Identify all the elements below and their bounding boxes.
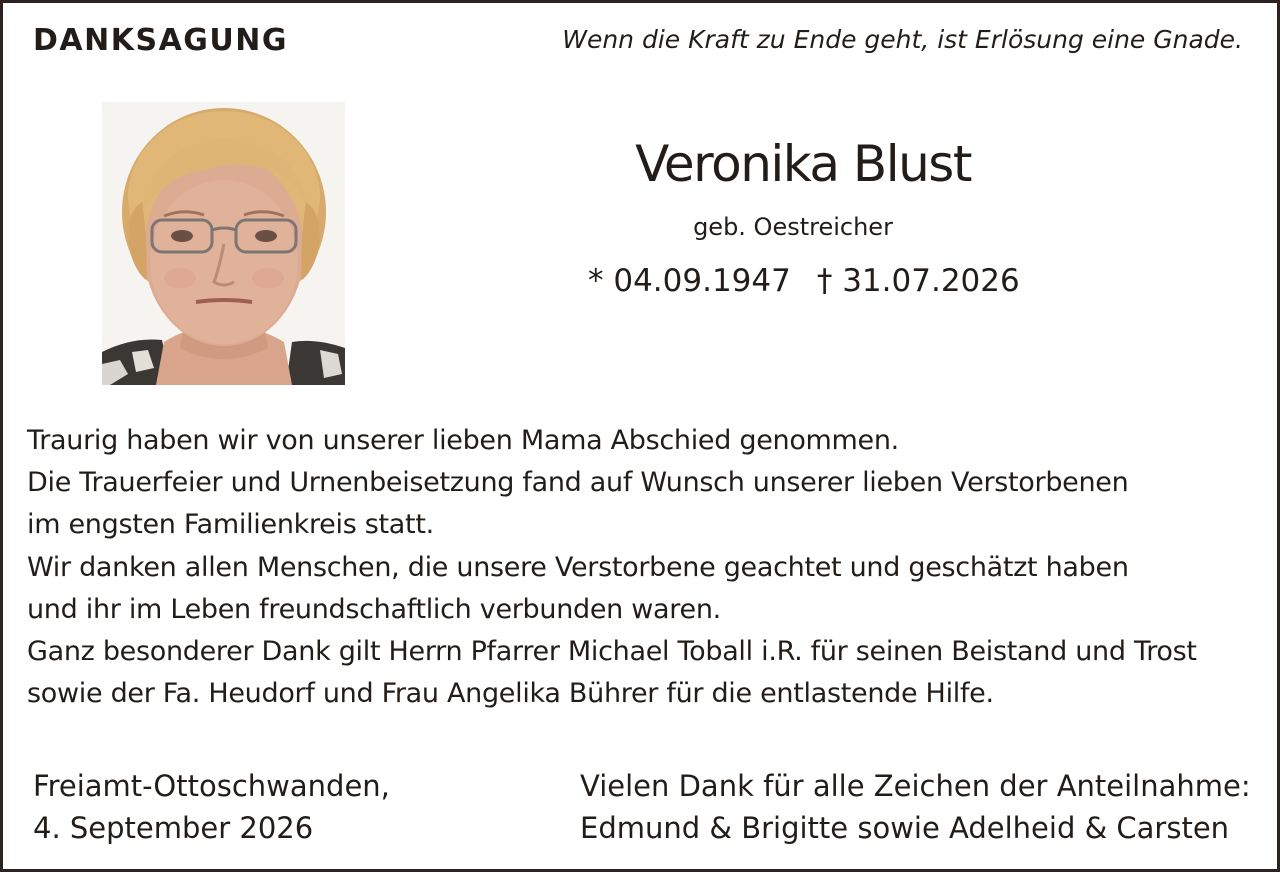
- life-dates: [588, 263, 1020, 299]
- message-line: sowie der Fa. Heudorf und Frau Angelika Bührer für die entlastende Hilfe.: [27, 678, 994, 710]
- message-line: Traurig haben wir von unserer lieben Mama Abschied genommen.: [27, 425, 899, 456]
- message-line: im engsten Familienkreis statt.: [27, 509, 434, 541]
- signature-block: [580, 765, 1251, 849]
- signatories: Edmund & Brigitte sowie Adelheid & Carsten: [580, 811, 1230, 845]
- portrait-photo: [102, 102, 345, 385]
- maiden-name: geb. Oestreicher: [693, 213, 893, 241]
- place: Freiamt-Ottoschwanden,: [33, 769, 390, 803]
- birth-date: * 04.09.1947: [588, 263, 791, 299]
- thanks-line: Vielen Dank für alle Zeichen der Anteilnahme:: [580, 769, 1251, 803]
- message-line: Ganz besonderer Dank gilt Herrn Pfarrer Michael Toball i.R. für seinen Beistand und Trost: [27, 636, 1197, 668]
- date: 4. September 2026: [33, 811, 314, 845]
- message-line: und ihr im Leben freundschaftlich verbunden waren.: [27, 593, 721, 625]
- death-date: † 31.07.2026: [816, 263, 1020, 299]
- place-and-date: [33, 765, 390, 849]
- motto-quote: Wenn die Kraft zu Ende geht, ist Erlösung eine Gnade.: [562, 25, 1243, 54]
- message-line: Wir danken allen Menschen, die unsere Verstorbene geachtet und geschätzt haben: [27, 551, 1129, 583]
- message-text: [27, 420, 1267, 715]
- message-line: Die Trauerfeier und Urnenbeisetzung fand auf Wunsch unserer lieben Verstorbenen: [27, 467, 1129, 499]
- page-title: DANKSAGUNG: [33, 23, 289, 58]
- deceased-name: Veronika Blust: [635, 135, 971, 193]
